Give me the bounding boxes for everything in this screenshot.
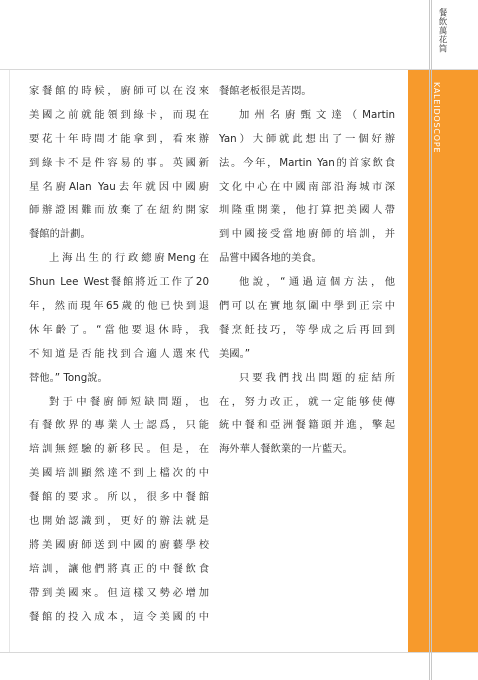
text-line: 圳隆重開業，他打算把美國人帶 — [219, 204, 395, 217]
text-line: 休年齡了。“當他要退休時，我 — [29, 323, 209, 336]
sidebar-vertical-rule — [429, 0, 430, 680]
article-right-column — [219, 80, 395, 462]
top-rule — [0, 69, 478, 70]
text-line: 也開始認識到，更好的辦法就是 — [29, 515, 209, 528]
text-line: 餐館的計劃。 — [29, 228, 91, 241]
text-line: 餐館的要求。所以，很多中餐館 — [29, 491, 209, 504]
text-line: 培訓無經驗的新移民。但是，在 — [29, 443, 209, 456]
text-line: 家餐館的時候，廚師可以在沒來 — [29, 85, 209, 97]
text-line: 海外華人餐飲業的一片藍天。 — [219, 443, 353, 456]
text-line: 培訓，讓他們將真正的中餐飲食 — [29, 562, 209, 575]
text-line: 他說，“通過這個方法，他 — [239, 276, 395, 289]
text-line: 星名廚Alan Yau去年就因中國廚 — [29, 180, 209, 193]
text-line: 在，努力改正，就一定能够使傳 — [219, 395, 395, 408]
text-line: 帶到美國來。但這樣又勢必增加 — [29, 586, 209, 599]
text-line: 們可以在實地氛圍中學到正宗中 — [219, 300, 395, 313]
text-line: 要花十年時間才能拿到，看來辦 — [29, 132, 209, 145]
text-line: 餐館的投入成本，這令美國的中 — [29, 610, 209, 623]
left-margin-divider — [9, 70, 10, 652]
text-line: 餐館老板很是苦悶。 — [219, 85, 312, 97]
text-line: 師辦證困難而放棄了在紐約開家 — [29, 204, 209, 217]
text-line: 餐烹飪技巧，等學成之后再回到 — [219, 323, 395, 336]
text-line: 文化中心在中國南部沿海城市深 — [219, 180, 395, 193]
accent-sidebar-band — [408, 70, 478, 652]
article-left-column — [29, 80, 209, 629]
text-line: 不知道是否能找到合適人選來代 — [29, 347, 209, 360]
bottom-rule — [0, 652, 478, 653]
text-line: 統中餐和亞洲餐籍頭并進，擎起 — [219, 419, 395, 432]
text-line: 到綠卡不是件容易的事。英國新 — [29, 156, 209, 169]
text-line: 法。今年，Martin Yan的首家飲食 — [219, 156, 395, 169]
text-line: 品嘗中國各地的美食。 — [219, 252, 322, 265]
section-title-en: KALEIDOSCOPE — [432, 82, 441, 154]
text-line: 有餐飲界的專業人士認爲，只能 — [29, 419, 209, 432]
text-line: 到中國接受當地廚師的培訓，并 — [219, 228, 395, 241]
text-line: 年，然而現年65歲的他已快到退 — [29, 300, 209, 313]
text-line: 上海出生的行政總廚Meng在 — [49, 252, 209, 265]
text-line: 美國培訓顯然達不到上檔次的中 — [29, 467, 209, 480]
text-line: 加州名廚甄文達（Martin — [239, 108, 395, 121]
text-line: 美國之前就能領到綠卡，而現在 — [29, 108, 209, 121]
text-line: 將美國廚師送到中國的廚藝學校 — [29, 538, 209, 551]
text-line: Yan）大師就此想出了一個好辦 — [219, 132, 395, 145]
text-line: 替他。” Tong說。 — [29, 371, 108, 384]
text-line: 對于中餐廚師短缺問題，也 — [49, 395, 209, 408]
text-line: 美國。” — [219, 347, 251, 360]
section-title-cn: 餐飲萬花筒 — [437, 8, 447, 53]
text-line: Shun Lee West餐館將近工作了20 — [29, 276, 209, 289]
text-line: 只要我們找出問題的症結所 — [239, 371, 395, 384]
